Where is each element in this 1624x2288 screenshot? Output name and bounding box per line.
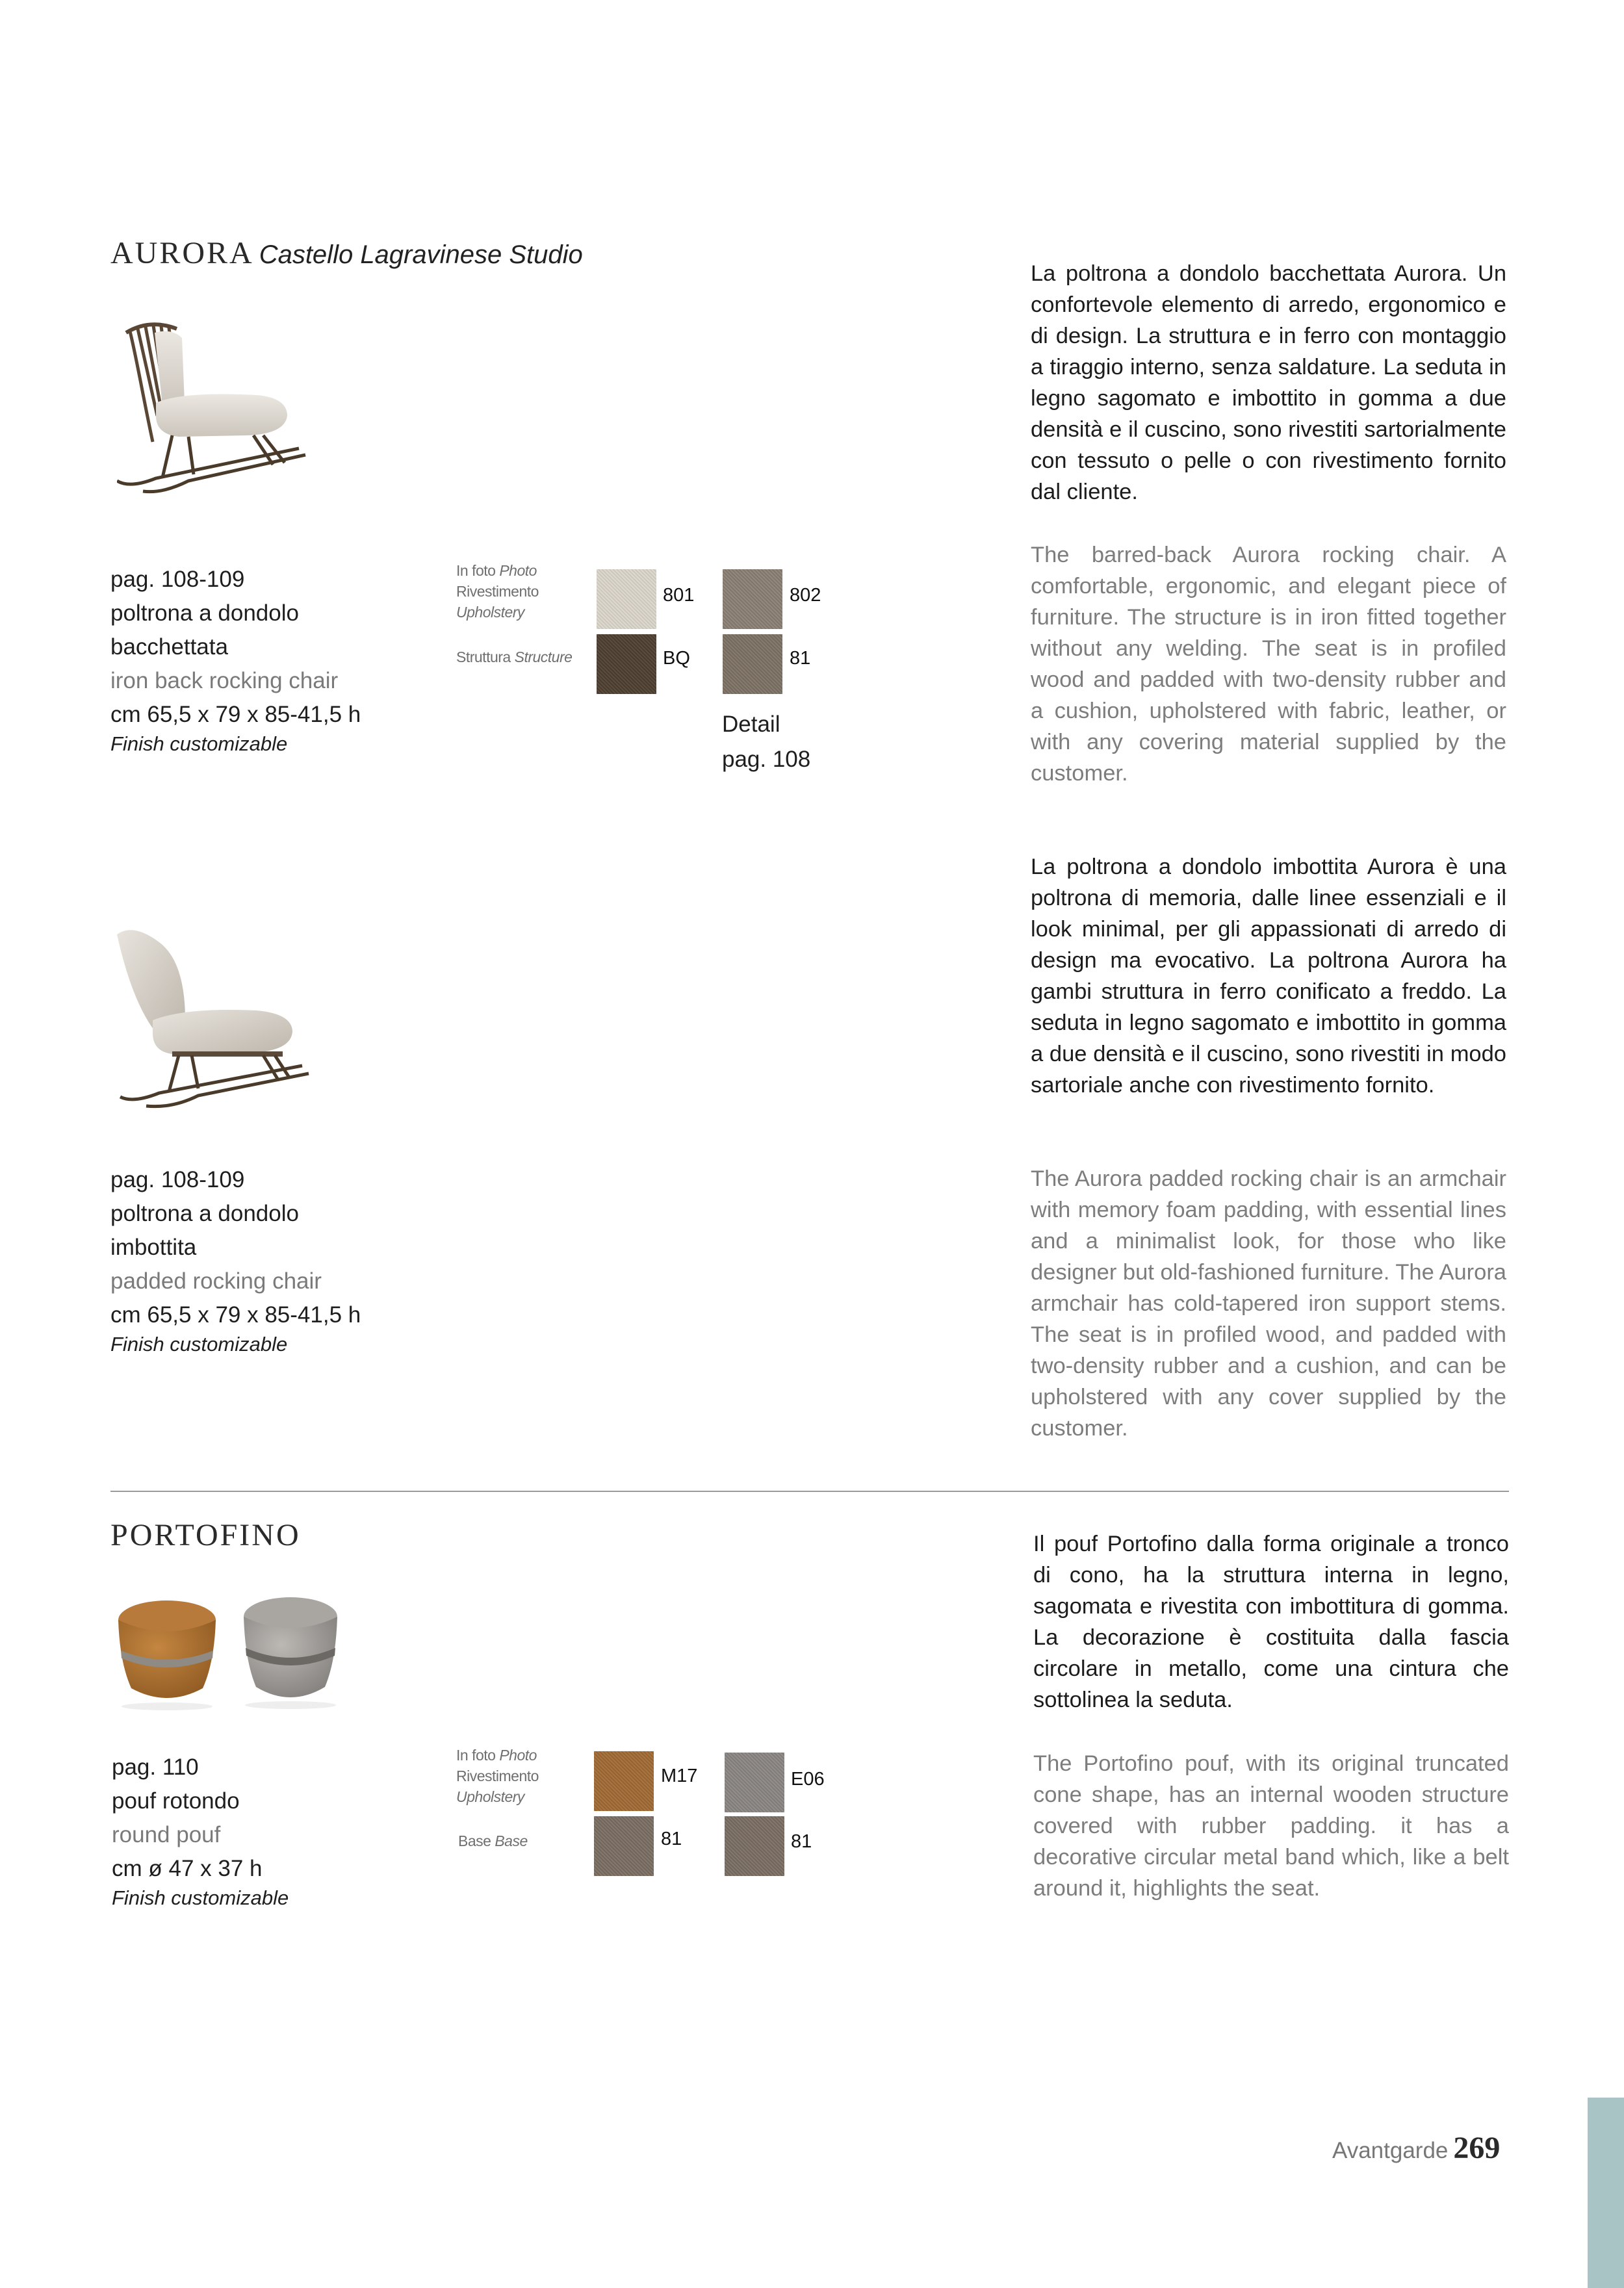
page-footer xyxy=(1332,2130,1500,2166)
swatch-labels-upholstery: In foto Photo Rivestimento Upholstery xyxy=(456,562,539,621)
product-name-en: round pouf xyxy=(112,1822,221,1847)
swatch-code: 802 xyxy=(790,585,821,606)
edge-tab xyxy=(1588,2098,1624,2288)
section-title-aurora: AURORA Castello Lagravinese Studio xyxy=(110,236,583,270)
description-en-padded: The Aurora padded rocking chair is an armchair with memory foam padding, with essential lines and a minimalist look, for those who like designer but old-fashioned furniture. The Aurora armchair has cold-tapered iron support stems. The seat is in profiled wood, and padded with two-density rubber and a cushion, and can be upholstered with any cover supplied by the customer. xyxy=(1031,1166,1506,1441)
finish-note: Finish customizable xyxy=(110,732,288,755)
swatch-bq xyxy=(597,634,656,694)
iron-back-rocking-chair-image xyxy=(117,318,312,500)
product-name-it-2: imbottita xyxy=(110,1235,197,1260)
swatch-code: 81 xyxy=(791,1831,812,1852)
swatch-labels-structure: Struttura Structure xyxy=(456,649,573,665)
swatch-81 xyxy=(725,1816,784,1876)
product-dimensions: cm 65,5 x 79 x 85-41,5 h xyxy=(110,1302,361,1328)
designer-name: Castello Lagravinese Studio xyxy=(259,240,583,269)
product-name-en: padded rocking chair xyxy=(110,1268,322,1294)
product-info-portofino xyxy=(112,1751,450,1910)
finish-note: Finish customizable xyxy=(110,1333,288,1356)
finish-note: Finish customizable xyxy=(112,1886,289,1909)
product-dimensions: cm 65,5 x 79 x 85-41,5 h xyxy=(110,702,361,727)
description-it-padded: La poltrona a dondolo imbottita Aurora è una poltrona di memoria, dalle linee essenziali e il look minimal, per gli appassionati di arredo di design ma evocativo. La poltrona Aurora ha gambi struttura in ferro conificato a freddo. La seduta in legno sagomato e imbottito in gomma a due densità e il cuscino, sono rivestiti in modo sartoriale anche con rivestimento fornito. xyxy=(1031,855,1506,1098)
swatch-code: M17 xyxy=(661,1766,698,1786)
product-name-it: pouf rotondo xyxy=(112,1788,240,1814)
footer-brand: Avantgarde xyxy=(1332,2138,1449,2163)
swatch-m17 xyxy=(594,1751,654,1811)
product-name-en: iron back rocking chair xyxy=(110,668,339,693)
description-it-portofino: Il pouf Portofino dalla forma originale a tronco di cono, ha la struttura interna in legno, sagomata e rivestita con imbottitura di gomma. La decorazione è costituita dalla fascia circolare in metallo, come una cintura che sottolinea la seduta. xyxy=(1033,1532,1509,1712)
swatch-801 xyxy=(597,569,656,629)
swatch-802 xyxy=(723,569,782,629)
description-en-portofino: The Portofino pouf, with its original truncated cone shape, has an internal wooden structure covered with rubber padding. it has a decorative circular metal band which, like a belt around it, highlights the seat. xyxy=(1033,1751,1509,1901)
page-ref: pag. 108-109 xyxy=(110,567,245,592)
product-name-it: poltrona a dondolo xyxy=(110,1201,299,1226)
swatch-81 xyxy=(594,1816,654,1876)
section-divider xyxy=(110,1491,1509,1492)
page-ref: pag. 108-109 xyxy=(110,1167,245,1192)
swatch-labels-base: Base Base xyxy=(458,1832,528,1849)
portofino-pouf-image xyxy=(112,1591,346,1714)
swatch-code: BQ xyxy=(663,648,690,669)
description-en-iron-back: The barred-back Aurora rocking chair. A comfortable, ergonomic, and elegant piece of furniture. The structure is in iron fitted together without any welding. The seat is in profiled wood and padded with two-density rubber and a cushion, upholstered with fabric, leather, or with any covering material supplied by the customer. xyxy=(1031,543,1506,786)
page-number: 269 xyxy=(1453,2131,1501,2165)
detail-reference: Detail pag. 108 xyxy=(722,712,811,772)
product-name-it-2: bacchettata xyxy=(110,634,228,660)
product-info-padded xyxy=(110,1163,448,1357)
description-it-iron-back: La poltrona a dondolo bacchettata Aurora. Un confortevole elemento di arredo, ergonomico e di design. La struttura e in ferro con montaggio a tiraggio interno, senza saldature. La seduta in legno sagomato e imbottito in gomma a due densità e il cuscino, sono rivestiti sartorialmente con tessuto o pelle o con rivestimento fornito dal cliente. xyxy=(1031,261,1506,504)
page-ref: pag. 110 xyxy=(112,1755,199,1780)
swatch-labels-upholstery: In foto Photo Rivestimento Upholstery xyxy=(456,1747,539,1805)
product-dimensions: cm ø 47 x 37 h xyxy=(112,1856,263,1881)
swatch-code: 81 xyxy=(790,648,811,669)
product-info-iron-back xyxy=(110,563,448,756)
swatch-81 xyxy=(723,634,782,694)
swatch-code: 801 xyxy=(663,585,695,606)
swatch-code: 81 xyxy=(661,1829,682,1849)
swatch-code: E06 xyxy=(791,1769,825,1790)
swatch-e06 xyxy=(725,1753,784,1812)
padded-rocking-chair-image xyxy=(107,923,315,1111)
product-name-it: poltrona a dondolo xyxy=(110,600,299,626)
section-title-portofino: PORTOFINO xyxy=(110,1518,301,1552)
